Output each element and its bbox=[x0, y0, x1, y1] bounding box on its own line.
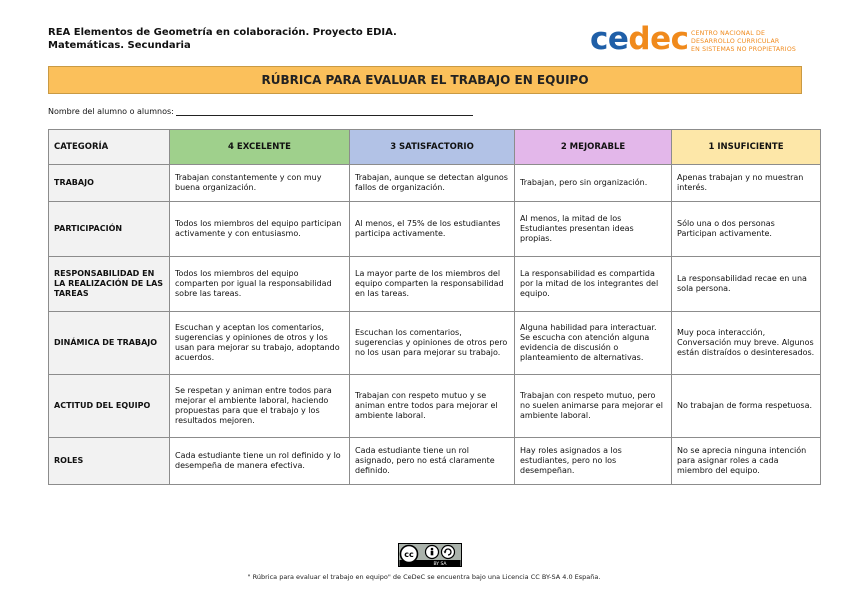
category-cell: PARTICIPACIÓN bbox=[49, 202, 170, 257]
table-row bbox=[49, 165, 821, 202]
category-cell: DINÁMICA DE TRABAJO bbox=[49, 312, 170, 375]
student-name-field bbox=[48, 107, 473, 116]
level-3-cell: Trabajan, aunque se detectan algunos fallos de organización. bbox=[350, 165, 515, 202]
level-4-cell: Trabajan constantemente y con muy buena organización. bbox=[170, 165, 350, 202]
cc-badge-text: BY SA bbox=[433, 562, 447, 567]
document-header bbox=[48, 26, 397, 52]
student-name-label: Nombre del alumno o alumnos: bbox=[48, 107, 174, 116]
header-line-1: REA Elementos de Geometría en colaboración. Proyecto EDIA. bbox=[48, 27, 397, 38]
logo-tagline-2: DESARROLLO CURRICULAR bbox=[691, 38, 780, 45]
table-row bbox=[49, 257, 821, 312]
level-2-cell: Al menos, la mitad de los Estudiantes presentan ideas propias. bbox=[515, 202, 672, 257]
cedec-logo bbox=[590, 21, 810, 60]
license-footer: " Rúbrica para evaluar el trabajo en equipo" de CeDeC se encuentra bajo una Licencia CC BY-SA 4.0 España. bbox=[247, 573, 601, 581]
svg-text:cc: cc bbox=[404, 550, 414, 559]
category-cell: ACTITUD DEL EQUIPO bbox=[49, 375, 170, 438]
level-1-cell: Apenas trabajan y no muestran interés. bbox=[672, 165, 821, 202]
level-4-cell: Todos los miembros del equipo comparten por igual la responsabilidad sobre las tareas. bbox=[170, 257, 350, 312]
level-2-cell: La responsabilidad es compartida por la mitad de los integrantes del equipo. bbox=[515, 257, 672, 312]
header-level-1: 1 INSUFICIENTE bbox=[672, 130, 821, 165]
level-2-cell: Alguna habilidad para interactuar. Se escucha con atención alguna evidencia de discusión o planteamiento de alternativas. bbox=[515, 312, 672, 375]
table-row bbox=[49, 438, 821, 485]
level-4-cell: Cada estudiante tiene un rol definido y lo desempeña de manera efectiva. bbox=[170, 438, 350, 485]
table-row bbox=[49, 202, 821, 257]
header-level-4: 4 EXCELENTE bbox=[170, 130, 350, 165]
logo-tagline-3: EN SISTEMAS NO PROPIETARIOS bbox=[691, 46, 797, 53]
level-3-cell: La mayor parte de los miembros del equipo comparten la responsabilidad en las tareas. bbox=[350, 257, 515, 312]
level-3-cell: Trabajan con respeto mutuo y se animan entre todos para mejorar el ambiente laboral. bbox=[350, 375, 515, 438]
level-4-cell: Escuchan y aceptan los comentarios, sugerencias y opiniones de otros y los usan para mejorar su trabajo, adoptando acuerdos. bbox=[170, 312, 350, 375]
level-2-cell: Trabajan, pero sin organización. bbox=[515, 165, 672, 202]
category-cell: TRABAJO bbox=[49, 165, 170, 202]
logo-wordmark bbox=[590, 22, 689, 56]
level-4-cell: Se respetan y animan entre todos para mejorar el ambiente laboral, haciendo propuestas para que el trabajo y los resultados mejoren. bbox=[170, 375, 350, 438]
cc-license-icon bbox=[398, 543, 462, 567]
logo-tagline-1: CENTRO NACIONAL DE bbox=[691, 30, 766, 37]
rubric-title: RÚBRICA PARA EVALUAR EL TRABAJO EN EQUIPO bbox=[48, 66, 802, 94]
header-line-2: Matemáticas. Secundaria bbox=[48, 40, 191, 51]
level-1-cell: No trabajan de forma respetuosa. bbox=[672, 375, 821, 438]
level-3-cell: Cada estudiante tiene un rol asignado, pero no está claramente definido. bbox=[350, 438, 515, 485]
level-4-cell: Todos los miembros del equipo participan activamente y con entusiasmo. bbox=[170, 202, 350, 257]
level-1-cell: Muy poca interacción, Conversación muy breve. Algunos están distraídos o desinteresados. bbox=[672, 312, 821, 375]
header-level-3: 3 SATISFACTORIO bbox=[350, 130, 515, 165]
logo-word-dec: dec bbox=[628, 21, 689, 57]
header-level-2: 2 MEJORABLE bbox=[515, 130, 672, 165]
level-2-cell: Hay roles asignados a los estudiantes, pero no los desempeñan. bbox=[515, 438, 672, 485]
level-3-cell: Escuchan los comentarios, sugerencias y opiniones de otros pero no los usan para mejorar su trabajo. bbox=[350, 312, 515, 375]
header-category: CATEGORÍA bbox=[49, 130, 170, 165]
level-3-cell: Al menos, el 75% de los estudiantes participa activamente. bbox=[350, 202, 515, 257]
level-2-cell: Trabajan con respeto mutuo, pero no suelen animarse para mejorar el ambiente laboral. bbox=[515, 375, 672, 438]
table-row bbox=[49, 375, 821, 438]
cc-by-sa-badge[interactable] bbox=[398, 543, 462, 567]
logo-tagline bbox=[691, 30, 796, 54]
table-row bbox=[49, 312, 821, 375]
category-cell: ROLES bbox=[49, 438, 170, 485]
logo-word-ce: ce bbox=[590, 21, 629, 57]
level-1-cell: No se aprecia ninguna intención para asignar roles a cada miembro del equipo. bbox=[672, 438, 821, 485]
category-cell: RESPONSABILIDAD EN LA REALIZACIÓN DE LAS TAREAS bbox=[49, 257, 170, 312]
level-1-cell: La responsabilidad recae en una sola persona. bbox=[672, 257, 821, 312]
student-name-line[interactable] bbox=[176, 107, 473, 116]
header-row bbox=[49, 130, 821, 165]
rubric-table bbox=[48, 129, 821, 485]
level-1-cell: Sólo una o dos personas Participan activamente. bbox=[672, 202, 821, 257]
